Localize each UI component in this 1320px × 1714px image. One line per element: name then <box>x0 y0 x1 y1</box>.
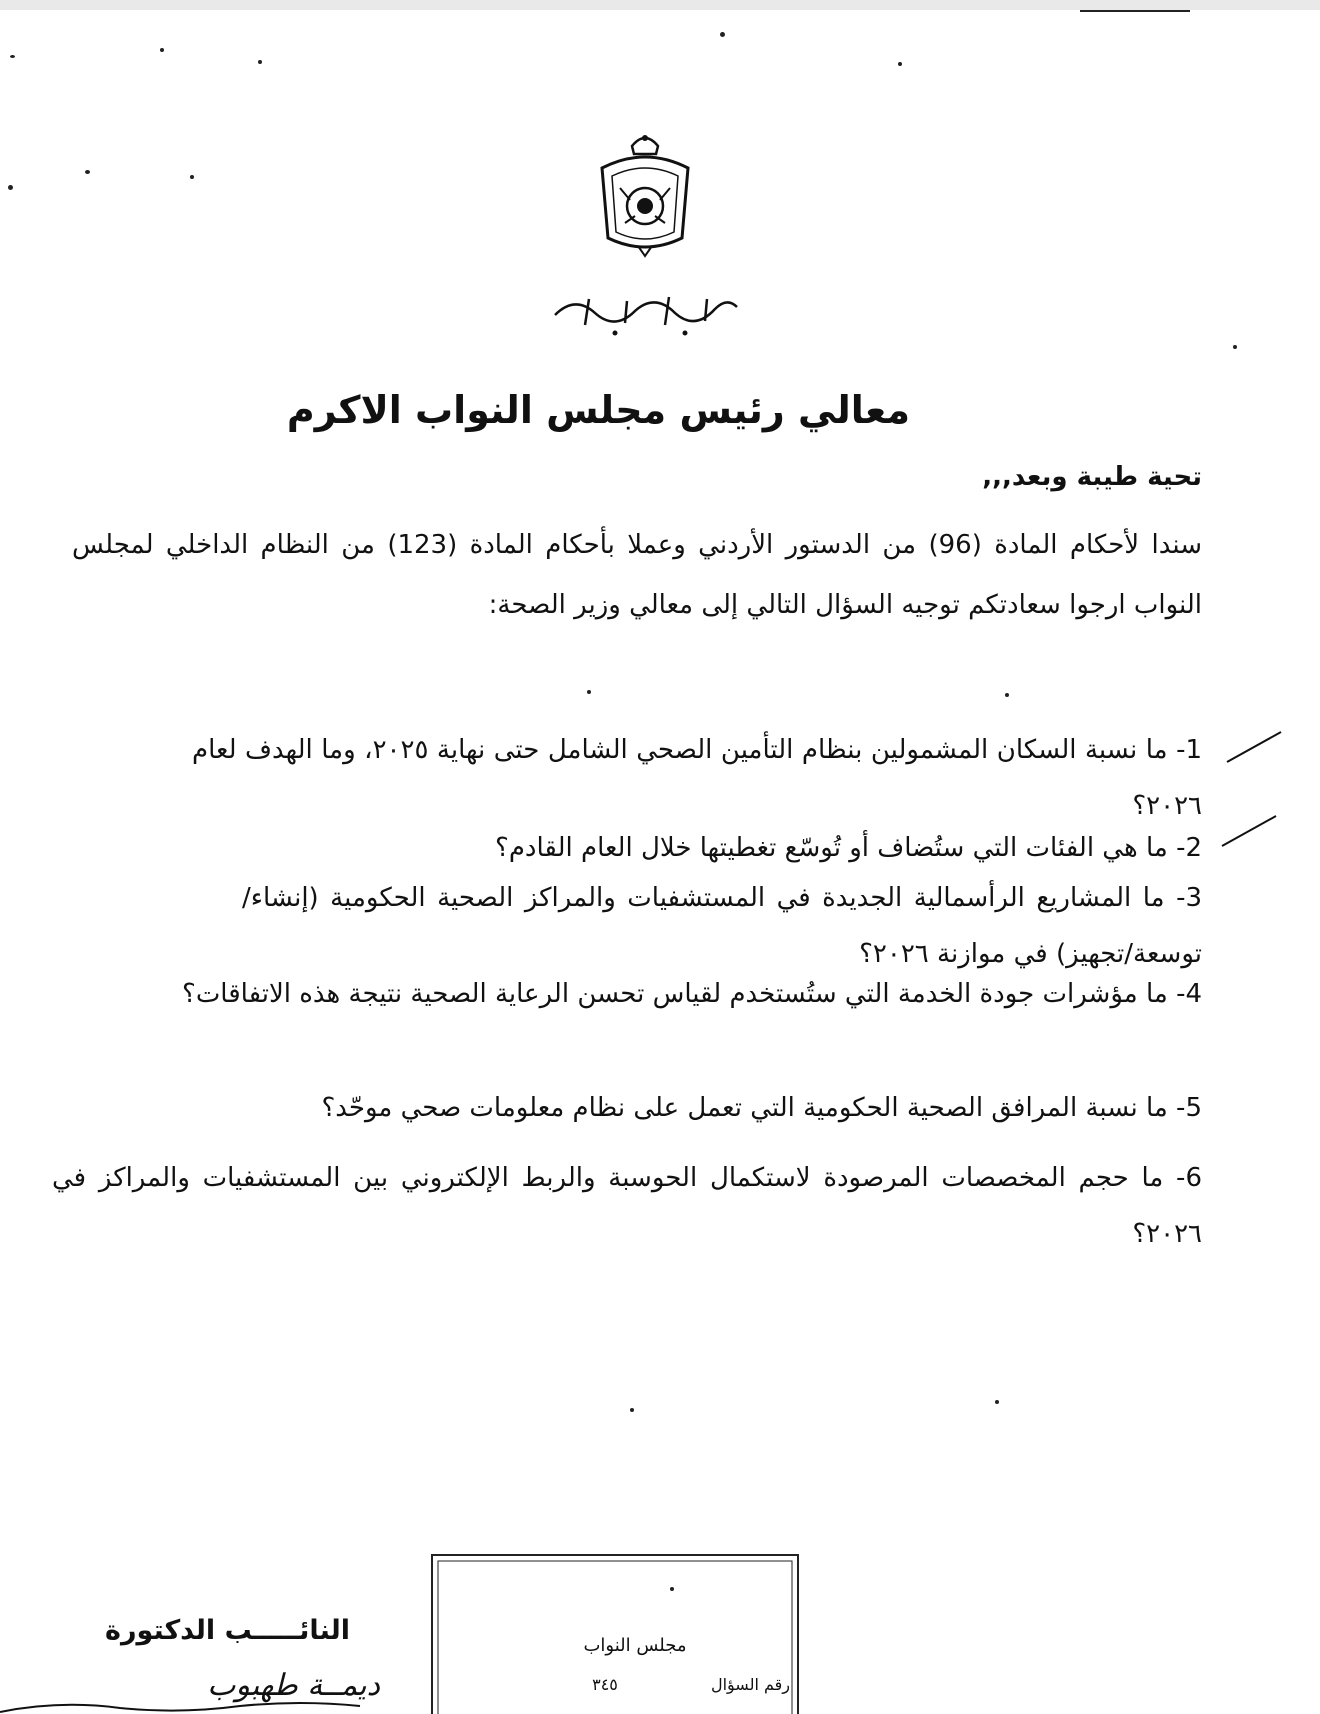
question-item: 3- ما المشاريع الرأسمالية الجديدة في المستشفيات والمراكز الصحية الحكومية (إنشاء/توسعة/تجهيز) في موازنة ٢٠٢٦؟ <box>242 883 1202 969</box>
scan-speck <box>1005 693 1009 697</box>
handwritten-signature <box>0 1700 400 1714</box>
signatory-name: ديمــة طهبوب <box>207 1668 380 1703</box>
scan-speck <box>10 55 15 58</box>
stamp-number-value: ٣٤٥ <box>592 1675 618 1694</box>
parliament-logo <box>545 285 745 341</box>
question-item: 1- ما نسبة السكان المشمولين بنظام التأمين الصحي الشامل حتى نهاية ٢٠٢٥، وما الهدف لعام ٢٠٢٦؟ <box>192 735 1202 821</box>
addressee-heading: معالي رئيس مجلس النواب الاكرم <box>286 388 910 432</box>
stamp-number-label: رقم السؤال <box>710 1675 790 1694</box>
scan-speck <box>160 48 164 52</box>
scan-speck <box>587 690 591 694</box>
jordan-coat-of-arms-icon <box>590 128 700 258</box>
scan-speck <box>8 185 13 190</box>
intro-paragraph: سندا لأحكام المادة (96) من الدستور الأردني وعملا بأحكام المادة (123) من النظام الداخلي لمجلس النواب ارجوا سعادتكم توجيه السؤال التالي إلى معالي وزير الصحة: <box>72 530 1202 620</box>
signatory-title: النائـــــب الدكتورة <box>105 1615 350 1646</box>
scan-speck <box>190 175 194 179</box>
scan-speck <box>85 170 90 174</box>
checkmark-icon <box>1225 728 1285 768</box>
scan-speck <box>995 1400 999 1404</box>
scan-speck <box>898 62 902 66</box>
greeting-line: تحية طيبة وبعد,,, <box>982 462 1202 492</box>
checkmark-icon <box>1220 812 1280 852</box>
question-item: 5- ما نسبة المرافق الصحية الحكومية التي تعمل على نظام معلومات صحي موحّد؟ <box>321 1093 1202 1123</box>
scan-speck <box>720 32 725 37</box>
scan-top-edge <box>0 0 1320 10</box>
stamp-title: مجلس النواب <box>583 1635 687 1656</box>
scan-speck <box>1080 10 1190 12</box>
scan-speck <box>630 1408 634 1412</box>
question-item: 2- ما هي الفئات التي ستُضاف أو تُوسّع تغطيتها خلال العام القادم؟ <box>495 833 1202 863</box>
question-item: 6- ما حجم المخصصات المرصودة لاستكمال الحوسبة والربط الإلكتروني بين المستشفيات والمراكز في ٢٠٢٦؟ <box>52 1163 1202 1249</box>
scan-speck <box>258 60 262 64</box>
question-item: 4- ما مؤشرات جودة الخدمة التي ستُستخدم لقياس تحسن الرعاية الصحية نتيجة هذه الاتفاقات؟ <box>182 979 1202 1009</box>
scan-speck <box>1233 345 1237 349</box>
